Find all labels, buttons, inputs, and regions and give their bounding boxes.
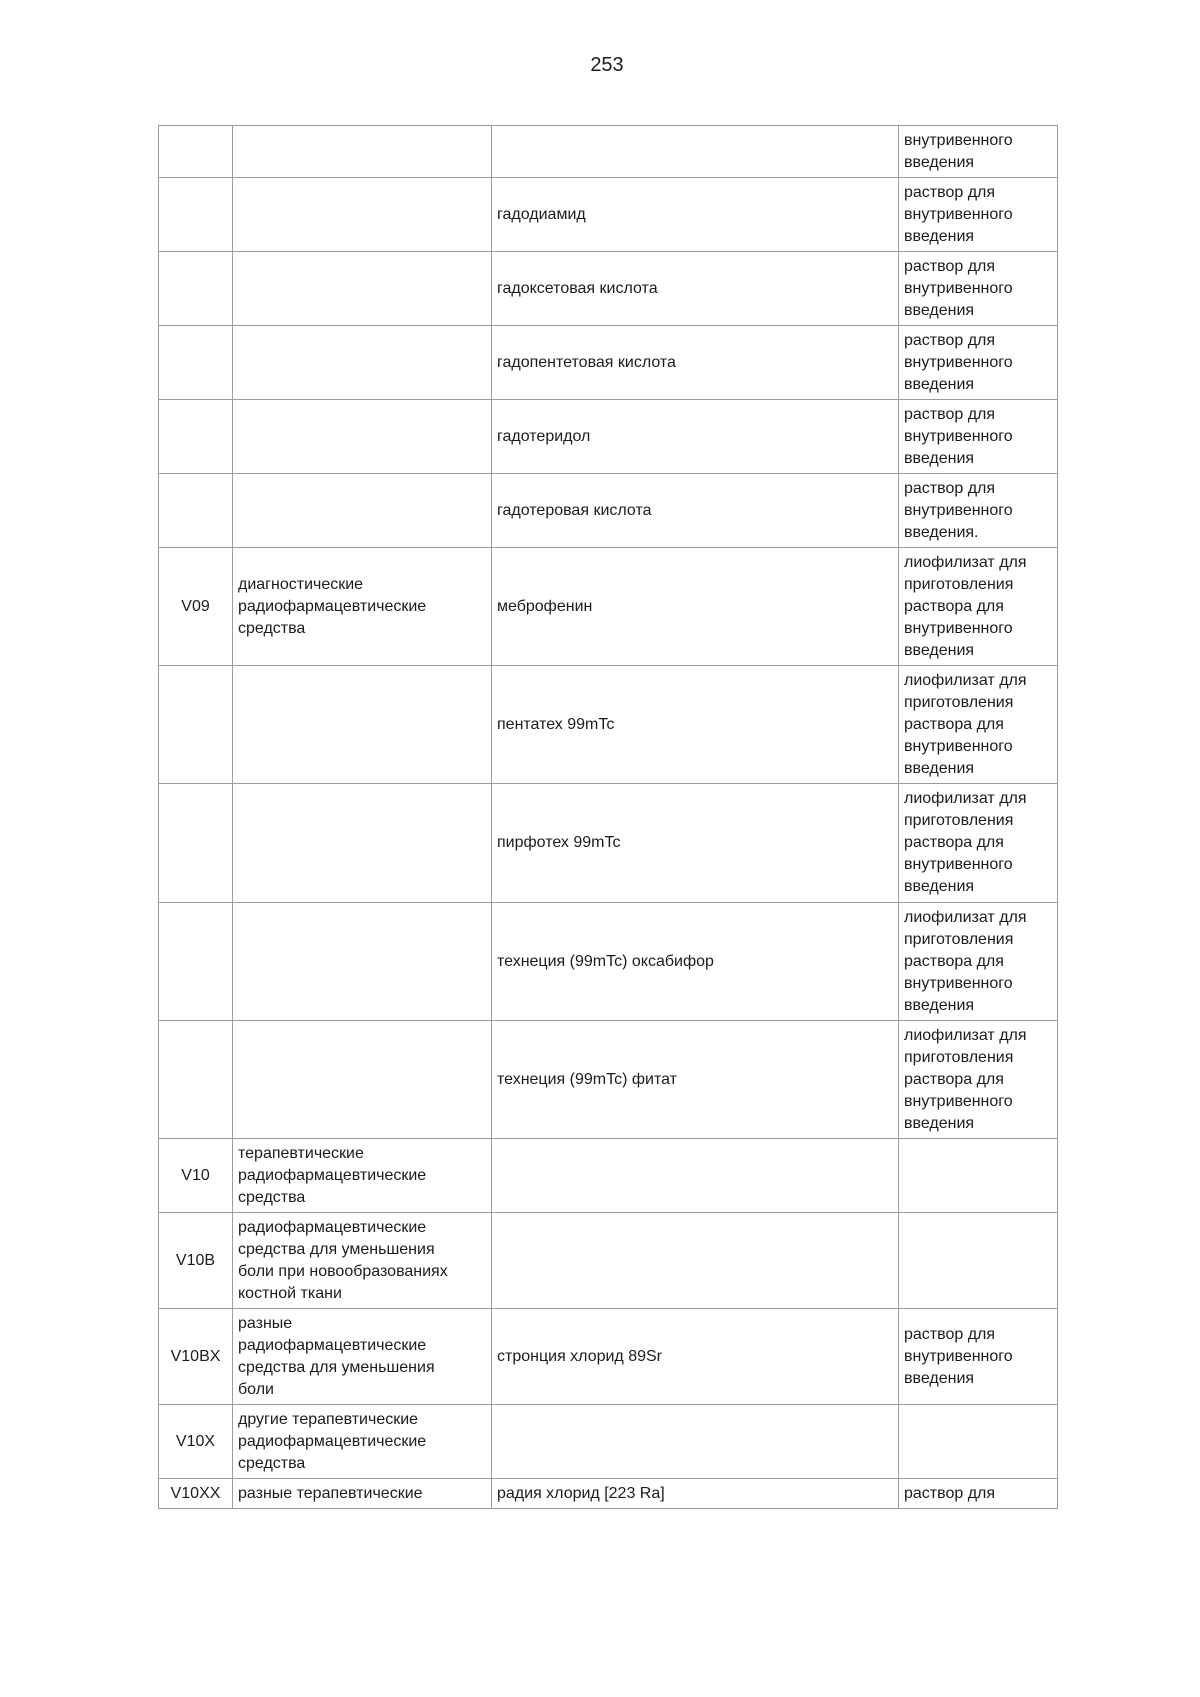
- table-cell-drug: меброфенин: [492, 548, 899, 666]
- table-cell-group: [233, 326, 492, 400]
- table-cell-group: [233, 252, 492, 326]
- table-cell-drug: [492, 1405, 899, 1479]
- page-number: 253: [590, 54, 624, 76]
- table-cell-group: [233, 666, 492, 784]
- table-cell-drug: технеция (99mTc) фитат: [492, 1021, 899, 1139]
- table-cell-drug: [492, 1213, 899, 1309]
- table-cell-code: [159, 784, 233, 903]
- table-row: [159, 178, 1058, 252]
- table-cell-drug: стронция хлорид 89Sr: [492, 1309, 899, 1405]
- table-cell-drug: гадопентетовая кислота: [492, 326, 899, 400]
- table-cell-drug: гадодиамид: [492, 178, 899, 252]
- table-cell-form: раствор для внутривенного введения: [899, 326, 1058, 400]
- table-cell-form: раствор для внутривенного введения: [899, 1309, 1058, 1405]
- table-cell-code: [159, 474, 233, 548]
- table-cell-group: радиофармацевтические средства для уменьшения боли при новообразованиях костной ткани: [233, 1213, 492, 1309]
- table-row: [159, 1405, 1058, 1479]
- table-cell-group: [233, 903, 492, 1021]
- table-cell-form: раствор для внутривенного введения.: [899, 474, 1058, 548]
- table-row: [159, 548, 1058, 666]
- table-row: [159, 666, 1058, 784]
- table-cell-form: лиофилизат для приготовления раствора для внутривенного введения: [899, 903, 1058, 1021]
- table-cell-group: [233, 178, 492, 252]
- table-cell-form: лиофилизат для приготовления раствора для внутривенного введения: [899, 784, 1058, 903]
- table-cell-group: [233, 126, 492, 178]
- table-cell-code: [159, 326, 233, 400]
- table-row: [159, 1213, 1058, 1309]
- table-cell-form: [899, 1213, 1058, 1309]
- table-cell-drug: радия хлорид [223 Ra]: [492, 1479, 899, 1509]
- table-cell-drug: гадотеровая кислота: [492, 474, 899, 548]
- table-cell-drug: пирфотех 99mTc: [492, 784, 899, 903]
- table-row: [159, 1309, 1058, 1405]
- table-cell-code: [159, 903, 233, 1021]
- table-cell-code: [159, 1021, 233, 1139]
- table-cell-code: V10XX: [159, 1479, 233, 1509]
- table-row: [159, 252, 1058, 326]
- drug-table: [158, 125, 1058, 1509]
- table-cell-form: лиофилизат для приготовления раствора для внутривенного введения: [899, 1021, 1058, 1139]
- table-cell-group: разные радиофармацевтические средства для уменьшения боли: [233, 1309, 492, 1405]
- table-cell-drug: пентатех 99mTc: [492, 666, 899, 784]
- table-cell-code: [159, 178, 233, 252]
- table-cell-group: разные терапевтические: [233, 1479, 492, 1509]
- table-cell-form: раствор для: [899, 1479, 1058, 1509]
- table-cell-form: лиофилизат для приготовления раствора для внутривенного введения: [899, 666, 1058, 784]
- table-cell-drug: [492, 126, 899, 178]
- table-cell-group: диагностические радиофармацевтические средства: [233, 548, 492, 666]
- table-cell-code: [159, 666, 233, 784]
- table-cell-drug: [492, 1139, 899, 1213]
- table-cell-drug: гадоксетовая кислота: [492, 252, 899, 326]
- table-cell-group: другие терапевтические радиофармацевтические средства: [233, 1405, 492, 1479]
- table-cell-code: [159, 252, 233, 326]
- table-cell-form: внутривенного введения: [899, 126, 1058, 178]
- table-cell-group: [233, 474, 492, 548]
- table-cell-form: раствор для внутривенного введения: [899, 400, 1058, 474]
- table-cell-form: [899, 1405, 1058, 1479]
- table-row: [159, 400, 1058, 474]
- table-row: [159, 1479, 1058, 1509]
- table-cell-group: [233, 1021, 492, 1139]
- table-cell-group: [233, 784, 492, 903]
- table-cell-code: V10B: [159, 1213, 233, 1309]
- table-cell-code: [159, 126, 233, 178]
- table-row: [159, 326, 1058, 400]
- table-cell-form: раствор для внутривенного введения: [899, 252, 1058, 326]
- table-row: [159, 784, 1058, 903]
- table-row: [159, 126, 1058, 178]
- table-row: [159, 903, 1058, 1021]
- table-cell-code: V10X: [159, 1405, 233, 1479]
- table-cell-code: V09: [159, 548, 233, 666]
- table-cell-form: [899, 1139, 1058, 1213]
- table-cell-group: [233, 400, 492, 474]
- table-row: [159, 474, 1058, 548]
- table-cell-drug: гадотеридол: [492, 400, 899, 474]
- table-cell-code: [159, 400, 233, 474]
- table-cell-drug: технеция (99mTc) оксабифор: [492, 903, 899, 1021]
- table-row: [159, 1021, 1058, 1139]
- table-cell-code: V10BX: [159, 1309, 233, 1405]
- table-cell-code: V10: [159, 1139, 233, 1213]
- table-cell-group: терапевтические радиофармацевтические средства: [233, 1139, 492, 1213]
- table-row: [159, 1139, 1058, 1213]
- table-cell-form: раствор для внутривенного введения: [899, 178, 1058, 252]
- table-cell-form: лиофилизат для приготовления раствора для внутривенного введения: [899, 548, 1058, 666]
